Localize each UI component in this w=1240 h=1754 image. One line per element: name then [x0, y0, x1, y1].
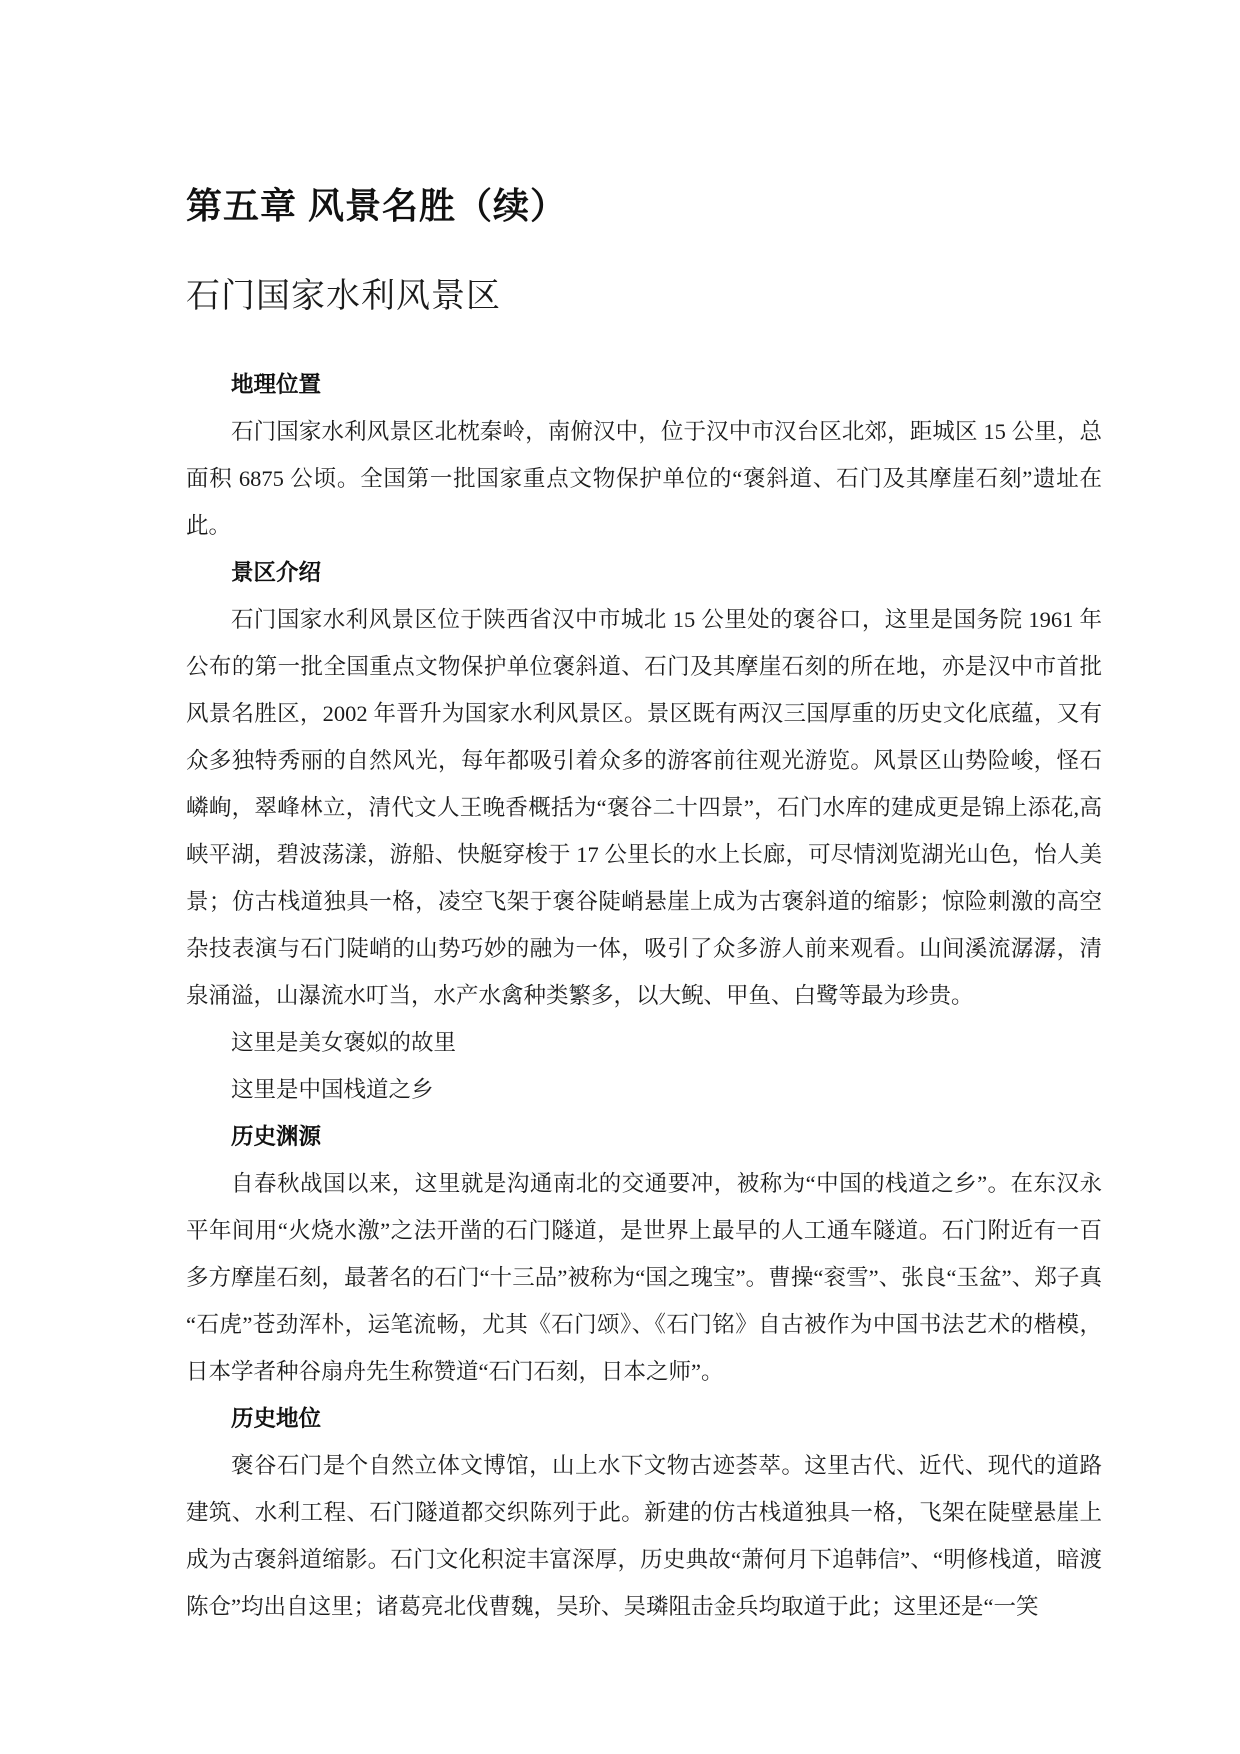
paragraph-slogan-baosi: 这里是美女褒姒的故里	[231, 1030, 457, 1055]
paragraph-slogan-plank-road: 这里是中国栈道之乡	[231, 1077, 434, 1102]
subheading-historical-origin: 历史渊源	[231, 1124, 322, 1149]
paragraph-scenic-area-intro: 石门国家水利风景区位于陕西省汉中市城北 15 公里处的褒谷口，这里是国务院 1961 年公布的第一批全国重点文物保护单位褒斜道、石门及其摩崖石刻的所在地，亦是汉中市首批风景名胜区，2002 年晋升为国家水利风景区。景区既有两汉三国厚重的历史文化底蕴，又有众多独特秀丽的自然风光，每年都吸引着众多的游客前往观光游览。风景区山势险峻，怪石嶙峋，翠峰林立，清代文人王晚香概括为“褒谷二十四景”，石门水库的建成更是锦上添花,高峡平湖，碧波荡漾，游船、快艇穿梭于 17 公里长的水上长廊，可尽情浏览湖光山色，怡人美景；仿古栈道独具一格，凌空飞架于褒谷陡峭悬崖上成为古褒斜道的缩影；惊险刺激的高空杂技表演与石门陡峭的山势巧妙的融为一体，吸引了众多游人前来观看。山间溪流潺潺，清泉涌溢，山瀑流水叮当，水产水禽种类繁多，以大鲵、甲鱼、白鹭等最为珍贵。	[186, 607, 1102, 1008]
subheading-scenic-area-intro: 景区介绍	[231, 560, 322, 585]
subheading-historical-status: 历史地位	[231, 1406, 322, 1431]
paragraph-historical-status: 褒谷石门是个自然立体文博馆，山上水下文物古迹荟萃。这里古代、近代、现代的道路建筑、水利工程、石门隧道都交织陈列于此。新建的仿古栈道独具一格，飞架在陡壁悬崖上成为古褒斜道缩影。石门文化积淀丰富深厚，历史典故“萧何月下追韩信”、“明修栈道，暗渡陈仓”均出自这里；诸葛亮北伐曹魏，吴玠、吴璘阻击金兵均取道于此；这里还是“一笑	[186, 1453, 1102, 1619]
document-title: 石门国家水利风景区	[186, 278, 501, 315]
document-body	[186, 361, 1102, 1630]
subheading-geographic-location: 地理位置	[231, 372, 322, 397]
paragraph-historical-origin: 自春秋战国以来，这里就是沟通南北的交通要冲，被称为“中国的栈道之乡”。在东汉永平年间用“火烧水激”之法开凿的石门隧道，是世界上最早的人工通车隧道。石门附近有一百多方摩崖石刻，最著名的石门“十三品”被称为“国之瑰宝”。曹操“衮雪”、张良“玉盆”、郑子真“石虎”苍劲浑朴，运笔流畅，尤其《石门颂》、《石门铭》自古被作为中国书法艺术的楷模，日本学者种谷扇舟先生称赞道“石门石刻，日本之师”。	[186, 1171, 1102, 1384]
chapter-title: 第五章 风景名胜（续）	[186, 185, 568, 226]
paragraph-geographic-location: 石门国家水利风景区北枕秦岭，南俯汉中，位于汉中市汉台区北郊，距城区 15 公里，总面积 6875 公顷。全国第一批国家重点文物保护单位的“褒斜道、石门及其摩崖石刻”遗址在此。	[186, 419, 1102, 538]
